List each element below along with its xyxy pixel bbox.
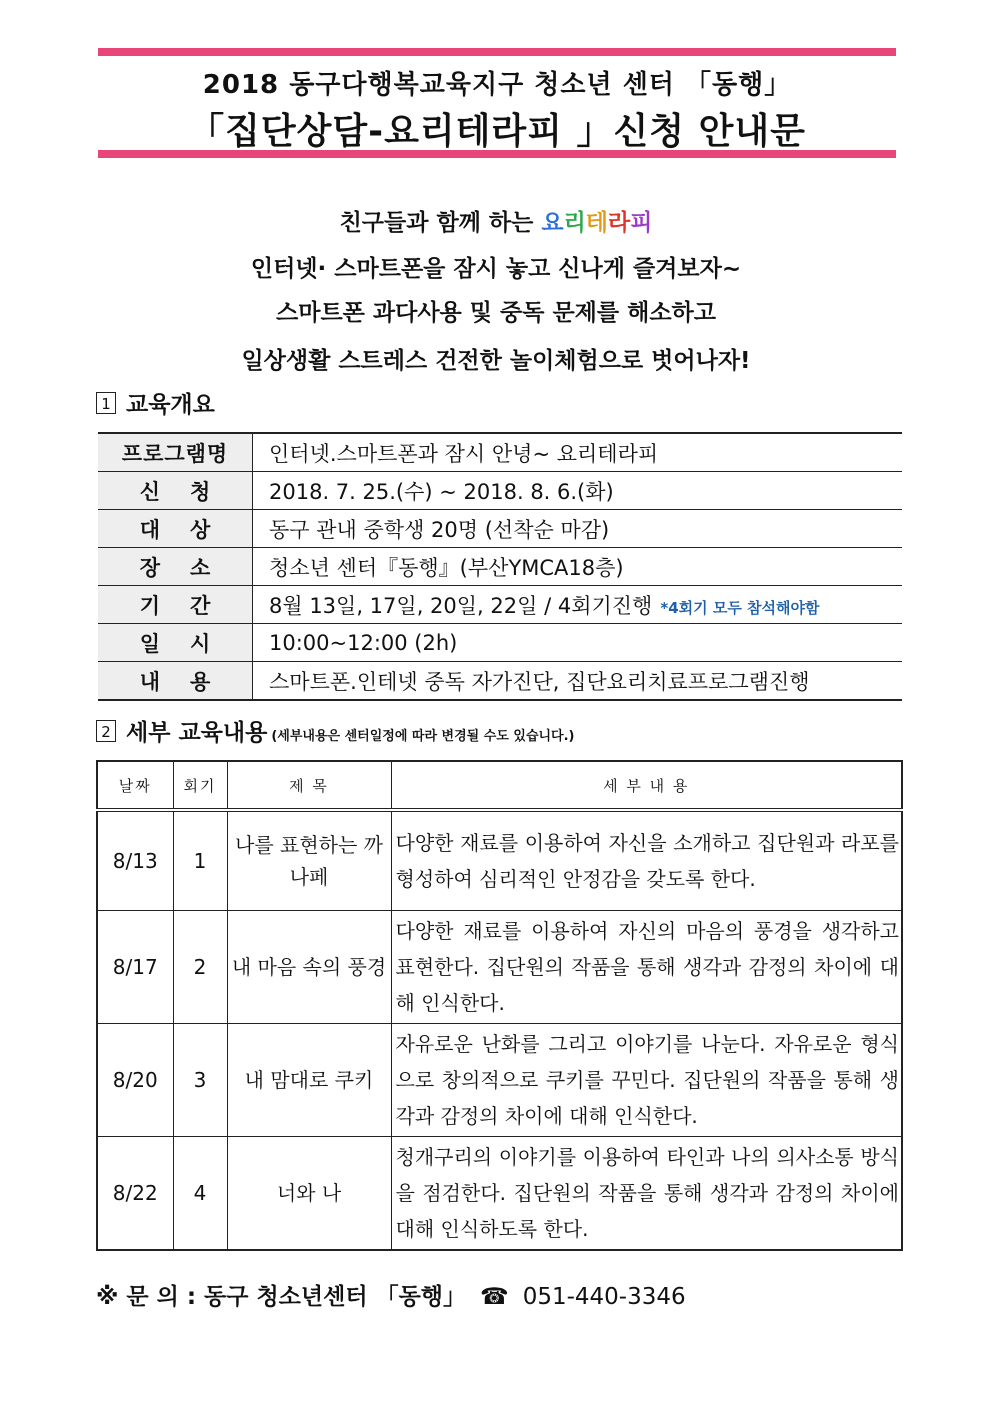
row-date: 8/13 bbox=[97, 810, 173, 910]
overview-label: 일시 bbox=[98, 624, 253, 662]
section-1-title: 교육개요 bbox=[126, 392, 215, 418]
title-line-2: 「집단상담-요리테라피 」신청 안내문 bbox=[188, 111, 806, 152]
section-1-heading bbox=[96, 386, 215, 419]
overview-value-text: 청소년 센터『동행』(부산YMCA18층) bbox=[269, 555, 624, 580]
section-1-number: 1 bbox=[96, 392, 116, 414]
overview-value bbox=[253, 433, 903, 472]
overview-label: 기간 bbox=[98, 586, 253, 624]
header-session: 회기 bbox=[173, 761, 227, 810]
row-date: 8/17 bbox=[97, 910, 173, 1023]
detail-header-row bbox=[97, 761, 902, 810]
row-topic: 너와 나 bbox=[227, 1136, 391, 1250]
detail-row bbox=[97, 910, 902, 1023]
row-session: 2 bbox=[173, 910, 227, 1023]
phone-icon: ☎ bbox=[480, 1284, 509, 1310]
overview-label: 프로그램명 bbox=[98, 433, 253, 472]
rainbow-char-1: 요 bbox=[541, 210, 564, 236]
intro-line-1 bbox=[0, 204, 992, 237]
rainbow-char-3: 테 bbox=[585, 210, 608, 236]
phone-number: 051-440-3346 bbox=[522, 1284, 686, 1310]
row-session: 1 bbox=[173, 810, 227, 910]
row-date: 8/20 bbox=[97, 1023, 173, 1136]
row-content: 다양한 재료를 이용하여 자신을 소개하고 집단원과 라포를 형성하여 심리적인 안정감을 갖도록 한다. bbox=[391, 810, 902, 910]
overview-value bbox=[253, 548, 903, 586]
overview-value-text: 10:00~12:00 (2h) bbox=[269, 630, 458, 655]
row-content: 다양한 재료를 이용하여 자신의 마음의 풍경을 생각하고 표현한다. 집단원의 작품을 통해 생각과 감정의 차이에 대해 인식한다. bbox=[391, 910, 902, 1023]
overview-row bbox=[98, 472, 902, 510]
section-2-heading bbox=[96, 714, 575, 747]
attendance-note: *4회기 모두 참석해야함 bbox=[660, 598, 820, 617]
contact-footer bbox=[96, 1278, 686, 1311]
row-session: 3 bbox=[173, 1023, 227, 1136]
header-date: 날짜 bbox=[97, 761, 173, 810]
detail-row bbox=[97, 810, 902, 910]
section-2-number: 2 bbox=[96, 720, 116, 742]
overview-row bbox=[98, 433, 902, 472]
row-topic: 내 마음 속의 풍경 bbox=[227, 910, 391, 1023]
overview-label: 신청 bbox=[98, 472, 253, 510]
overview-row bbox=[98, 510, 902, 548]
row-topic: 내 맘대로 쿠키 bbox=[227, 1023, 391, 1136]
overview-value bbox=[253, 586, 903, 624]
contact-text: ※ 문 의 : 동구 청소년센터 「동행」 bbox=[96, 1284, 466, 1310]
detail-row bbox=[97, 1023, 902, 1136]
overview-value bbox=[253, 624, 903, 662]
row-topic: 나를 표현하는 까나페 bbox=[227, 810, 391, 910]
row-session: 4 bbox=[173, 1136, 227, 1250]
overview-value bbox=[253, 472, 903, 510]
detail-table bbox=[96, 760, 903, 1251]
overview-label: 장소 bbox=[98, 548, 253, 586]
intro-line-1-prefix: 친구들과 함께 하는 bbox=[339, 210, 542, 236]
section-2-title: 세부 교육내용 bbox=[126, 720, 268, 746]
overview-value bbox=[253, 510, 903, 548]
rainbow-char-5: 피 bbox=[630, 210, 653, 236]
row-content: 자유로운 난화를 그리고 이야기를 나눈다. 자유로운 형식으로 창의적으로 쿠키를 꾸민다. 집단원의 작품을 통해 생각과 감정의 차이에 대해 인식한다. bbox=[391, 1023, 902, 1136]
header-topic: 제 목 bbox=[227, 761, 391, 810]
overview-label: 내용 bbox=[98, 662, 253, 701]
overview-value-text: 8월 13일, 17일, 20일, 22일 / 4회기진행 bbox=[269, 593, 653, 618]
title-banner bbox=[98, 48, 896, 158]
overview-table bbox=[98, 432, 902, 701]
rainbow-char-4: 라 bbox=[608, 210, 631, 236]
title-line-1: 2018 동구다행복교육지구 청소년 센터 「동행」 bbox=[202, 70, 792, 100]
detail-row bbox=[97, 1136, 902, 1250]
header-content: 세 부 내 용 bbox=[391, 761, 902, 810]
overview-row bbox=[98, 586, 902, 624]
overview-value-text: 동구 관내 중학생 20명 (선착순 마감) bbox=[269, 517, 610, 542]
row-content: 청개구리의 이야기를 이용하여 타인과 나의 의사소통 방식을 점검한다. 집단원의 작품을 통해 생각과 감정의 차이에 대해 인식하도록 한다. bbox=[391, 1136, 902, 1250]
row-date: 8/22 bbox=[97, 1136, 173, 1250]
overview-row bbox=[98, 662, 902, 701]
intro-line-2: 인터넷· 스마트폰을 잠시 놓고 신나게 즐겨보자~ bbox=[250, 256, 742, 282]
overview-row bbox=[98, 624, 902, 662]
overview-row bbox=[98, 548, 902, 586]
intro-line-4: 일상생활 스트레스 건전한 놀이체험으로 벗어나자! bbox=[241, 348, 751, 374]
intro-line-3: 스마트폰 과다사용 및 중독 문제를 해소하고 bbox=[276, 300, 716, 326]
overview-label: 대상 bbox=[98, 510, 253, 548]
overview-value-text: 스마트폰.인테넷 중독 자가진단, 집단요리치료프로그램진행 bbox=[269, 669, 810, 694]
overview-value-text: 인터넷.스마트폰과 잠시 안녕~ 요리테라피 bbox=[269, 441, 659, 466]
rainbow-char-2: 리 bbox=[563, 210, 586, 236]
overview-value bbox=[253, 662, 903, 701]
overview-value-text: 2018. 7. 25.(수) ~ 2018. 8. 6.(화) bbox=[269, 479, 614, 504]
section-2-note: (세부내용은 센터일정에 따라 변경될 수도 있습니다.) bbox=[271, 729, 575, 744]
